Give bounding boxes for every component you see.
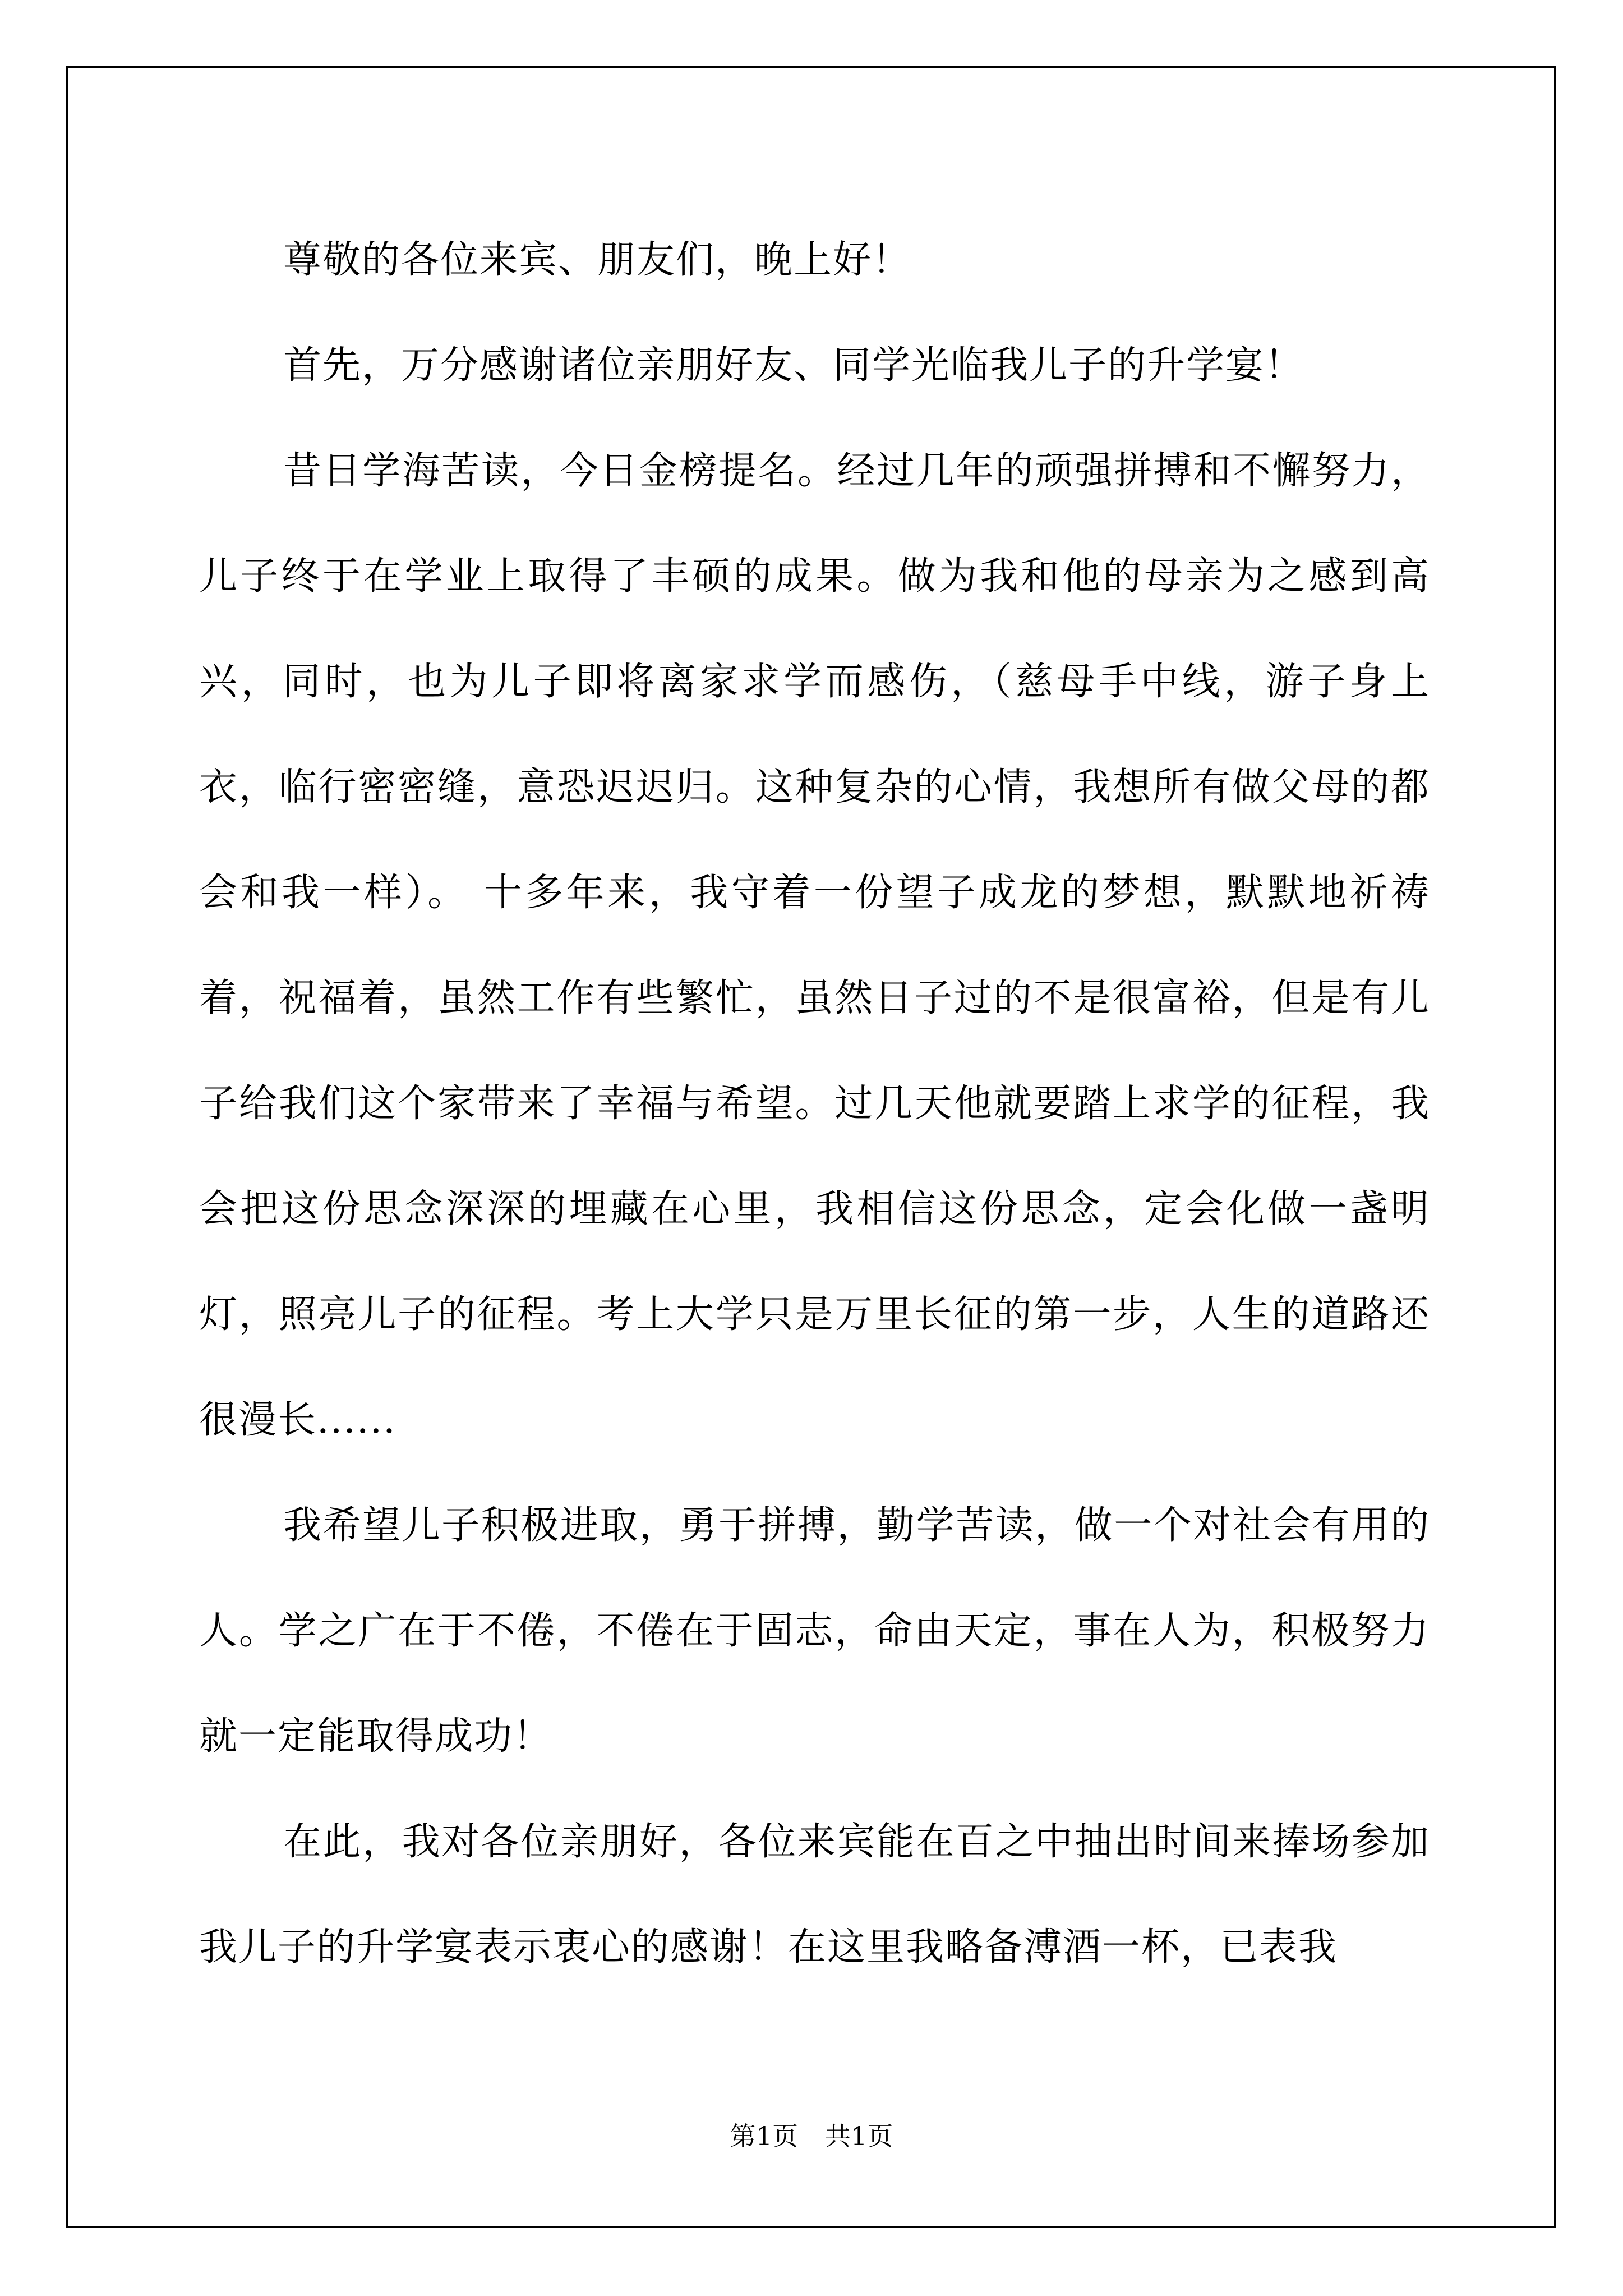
paragraph-hope: 我希望儿子积极进取，勇于拼搏，勤学苦读，做一个对社会有用的人。学之广在于不倦，不倦在于固志，命由天定，事在人为，积极努力就一定能取得成功！ xyxy=(199,1503,1430,1759)
page-number: 第1页 xyxy=(730,2121,798,2151)
paragraph-achievement: 昔日学海苦读，今日金榜提名。经过几年的顽强拼搏和不懈努力，儿子终于在学业上取得了丰硕的成果。做为我和他的母亲为之感到高兴，同时，也为儿子即将离家求学而感伤，（慈母手中线，游子身上衣，临行密密缝，意恐迟迟归。这种复杂的心情，我想所有做父母的都会和我一样）。 十多年来，我守着一份望子成龙的梦想，默默地祈祷着，祝福着，虽然工作有些繁忙，虽然日子过的不是很富裕，但是有儿子给我们这个家带来了幸福与希望。过几天他就要踏上求学的征程，我会把这份思念深深的埋藏在心里，我相信这份思念，定会化做一盏明灯，照亮儿子的征程。考上大学只是万里长征的第一步，人生的道路还很漫长...... xyxy=(199,449,1430,1442)
document-body xyxy=(199,208,1430,2000)
page-footer xyxy=(0,2116,1623,2153)
paragraph-greeting: 尊敬的各位来宾、朋友们，晚上好！ xyxy=(283,238,912,282)
paragraph-thanks: 首先，万分感谢诸位亲朋好友、同学光临我儿子的升学宴！ xyxy=(283,343,1304,388)
page-total: 共1页 xyxy=(825,2121,893,2151)
paragraph-gratitude: 在此，我对各位亲朋好，各位来宾能在百之中抽出时间来捧场参加我儿子的升学宴表示衷心的感谢！在这里我略备溥酒一杯，已表我 xyxy=(199,1820,1430,1970)
